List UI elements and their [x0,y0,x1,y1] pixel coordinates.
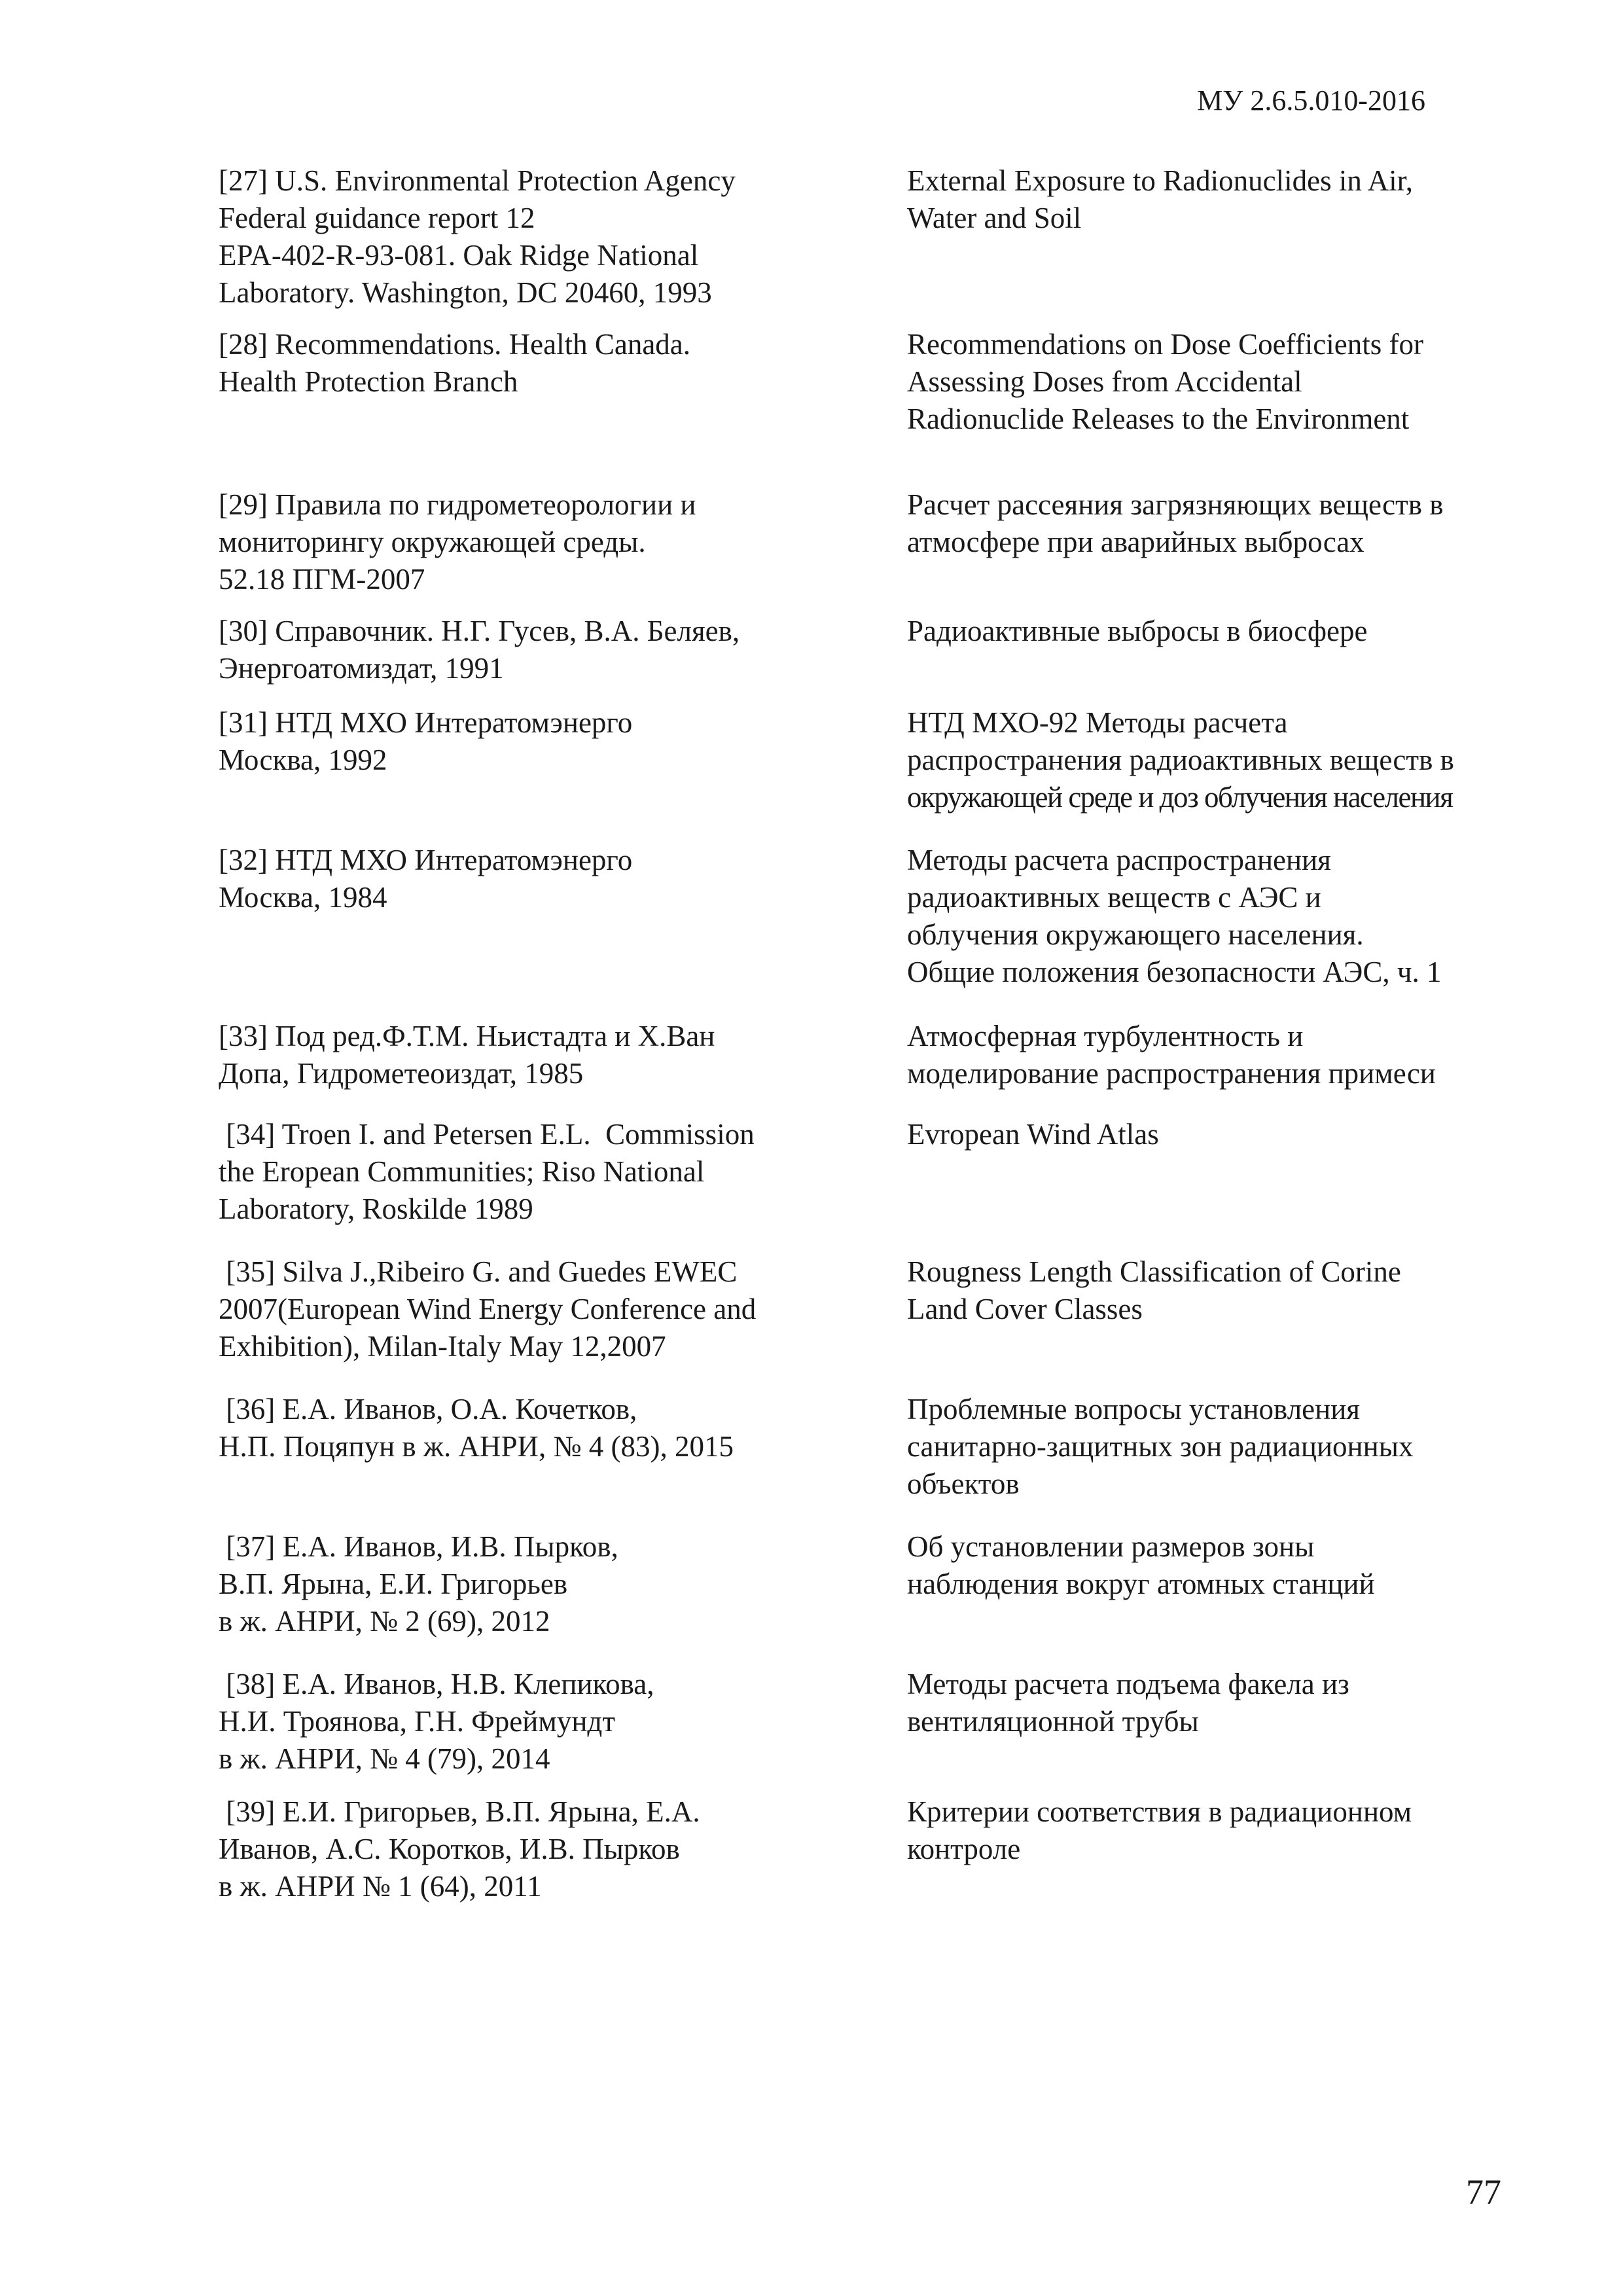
reference-line: Методы расчета подъема факела из [907,1668,1349,1700]
reference-line: вентиляционной трубы [907,1705,1199,1738]
reference-line: Допа, Гидрометеоиздат, 1985 [219,1057,584,1090]
reference-line: в ж. АНРИ № 1 (64), 2011 [219,1870,542,1903]
reference-line: [34] Troen I. and Petersen E.L. Commission [219,1118,755,1151]
reference-source [219,613,907,704]
reference-line: Radionuclide Releases to the Environment [907,403,1410,435]
reference-line: Энергоатомиздат, 1991 [219,652,504,685]
reference-line: Laboratory. Washington, DC 20460, 1993 [219,276,712,309]
reference-line: Расчет рассеяния загрязняющих веществ в [907,488,1444,521]
reference-line: Federal guidance report 12 [219,202,535,234]
reference-source [219,1666,907,1793]
reference-title [907,1793,1534,1924]
reference-36 [219,1391,1534,1528]
reference-source [219,162,907,326]
reference-line: Evropean Wind Atlas [907,1118,1159,1151]
reference-line: Москва, 1992 [219,744,387,776]
reference-line: Land Cover Classes [907,1293,1143,1325]
reference-title [907,162,1534,326]
reference-line: Assessing Doses from Accidental [907,365,1302,398]
reference-31 [219,704,1534,842]
reference-32 [219,842,1534,1018]
reference-title [907,613,1534,704]
reference-line: в ж. АНРИ, № 4 (79), 2014 [219,1742,550,1775]
reference-line: окружающей среде и доз облучения населения [907,781,1453,814]
reference-source [219,842,907,1018]
reference-33 [219,1018,1534,1116]
reference-list [219,162,1534,1924]
reference-line: Health Protection Branch [219,365,518,398]
reference-source [219,1253,907,1391]
reference-line: облучения окружающего населения. [907,918,1364,951]
reference-line: мониторингу окружающей среды. [219,526,646,558]
reference-line: [37] Е.А. Иванов, И.В. Пырков, [219,1530,618,1563]
reference-line: Проблемные вопросы установления [907,1393,1361,1426]
document-code: МУ 2.6.5.010-2016 [1197,84,1425,117]
reference-line: объектов [907,1467,1020,1500]
page-number: 77 [1466,2172,1501,2212]
reference-line: НТД МХО-92 Методы расчета [907,706,1288,739]
reference-line: [39] Е.И. Григорьев, В.П. Ярына, Е.А. [219,1795,700,1828]
reference-title [907,326,1534,486]
reference-27 [219,162,1534,326]
reference-line: контроле [907,1833,1021,1865]
reference-title [907,704,1534,842]
reference-line: Об установлении размеров зоны [907,1530,1315,1563]
reference-line: [38] Е.А. Иванов, Н.В. Клепикова, [219,1668,654,1700]
reference-line: Exhibition), Milan-Italy May 12,2007 [219,1330,666,1363]
reference-title [907,1391,1534,1528]
reference-line: Water and Soil [907,202,1082,234]
reference-30 [219,613,1534,704]
reference-line: EPA-402-R-93-081. Oak Ridge National [219,239,699,272]
reference-line: [33] Под ред.Ф.Т.М. Ньистадта и Х.Ван [219,1020,715,1052]
reference-line: атмосфере при аварийных выбросах [907,526,1364,558]
reference-title [907,1018,1534,1116]
reference-line: [35] Silva J.,Ribeiro G. and Guedes EWEC [219,1255,738,1288]
reference-28 [219,326,1534,486]
reference-line: в ж. АНРИ, № 2 (69), 2012 [219,1605,550,1638]
reference-line: Н.И. Троянова, Г.Н. Фреймундт [219,1705,615,1738]
reference-line: [28] Recommendations. Health Canada. [219,328,691,361]
reference-line: Атмосферная турбулентность и [907,1020,1304,1052]
reference-line: [36] Е.А. Иванов, О.А. Кочетков, [219,1393,637,1426]
reference-line: Recommendations on Dose Coefficients for [907,328,1423,361]
reference-source [219,486,907,613]
reference-line: наблюдения вокруг атомных станций [907,1568,1375,1600]
reference-title [907,1116,1534,1253]
reference-line: радиоактивных веществ с АЭС и [907,881,1321,914]
reference-line: [32] НТД МХО Интератомэнерго [219,844,633,876]
reference-line: Иванов, А.С. Коротков, И.В. Пырков [219,1833,680,1865]
reference-line: External Exposure to Radionuclides in Air, [907,164,1414,197]
reference-line: Методы расчета распространения [907,844,1331,876]
reference-source [219,1793,907,1924]
reference-line: Rougness Length Classification of Corine [907,1255,1401,1288]
reference-line: [30] Справочник. Н.Г. Гусев, В.А. Беляев, [219,615,740,647]
reference-line: Н.П. Поцяпун в ж. АНРИ, № 4 (83), 2015 [219,1430,734,1463]
reference-line: санитарно-защитных зон радиационных [907,1430,1414,1463]
reference-line: [31] НТД МХО Интератомэнерго [219,706,633,739]
reference-29 [219,486,1534,613]
reference-34 [219,1116,1534,1253]
reference-title [907,1253,1534,1391]
reference-line: 2007(European Wind Energy Conference and [219,1293,757,1325]
reference-37 [219,1528,1534,1666]
reference-title [907,486,1534,613]
reference-35 [219,1253,1534,1391]
reference-source [219,1018,907,1116]
reference-source [219,704,907,842]
reference-line: the Eropean Communities; Riso National [219,1155,705,1188]
reference-title [907,842,1534,1018]
reference-line: 52.18 ПГМ-2007 [219,563,425,596]
reference-line: В.П. Ярына, Е.И. Григорьев [219,1568,568,1600]
reference-line: распространения радиоактивных веществ в [907,744,1454,776]
reference-38 [219,1666,1534,1793]
reference-source [219,326,907,486]
reference-39 [219,1793,1534,1924]
reference-source [219,1528,907,1666]
reference-line: [29] Правила по гидрометеорологии и [219,488,696,521]
reference-line: моделирование распространения примеси [907,1057,1436,1090]
reference-title [907,1666,1534,1793]
reference-line: Laboratory, Roskilde 1989 [219,1193,533,1225]
reference-title [907,1528,1534,1666]
reference-source [219,1116,907,1253]
reference-line: [27] U.S. Environmental Protection Agency [219,164,736,197]
reference-source [219,1391,907,1528]
reference-line: Москва, 1984 [219,881,387,914]
reference-line: Критерии соответствия в радиационном [907,1795,1412,1828]
reference-line: Общие положения безопасности АЭС, ч. 1 [907,956,1442,988]
reference-line: Радиоактивные выбросы в биосфере [907,615,1368,647]
